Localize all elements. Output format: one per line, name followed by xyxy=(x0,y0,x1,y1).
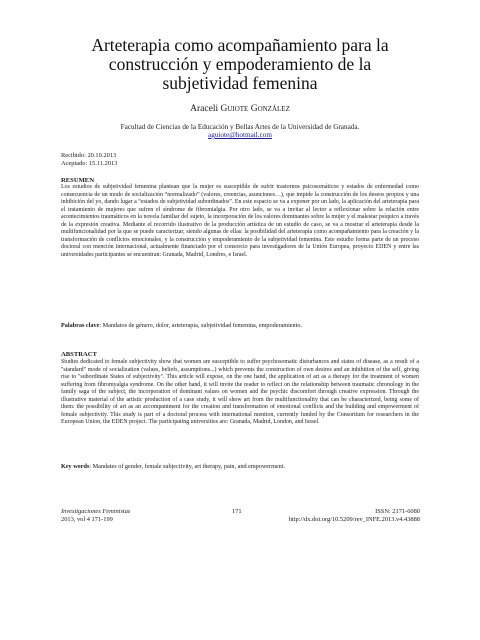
resumen-text: Los estudios de subjetividad femenina plantean que la mujer es susceptible de sufrir trastornos psicosomáticos y estados de enfermedad como consecuencia de un modo de socialización “normalizado” (valores, creencias, asunciones…), que impide la construcción de los deseos propios y una inhibición del yo, dando lugar a “estados de subjetividad subordinados”. En este espacio se va a exponer por un lado, la aplicación del arteterapia para el tratamiento de mujeres que sufren el síndrome de fibromialgia. Por otro lado, se va a invitar al lector a reflexionar sobre la relación entre acontecimientos traumáticos en la novela familiar del sujeto, la incorporación de los valores dominantes sobre la mujer y el malestar psíquico a través de la expresión creativa. Mediante el recorrido ilustrativo de la producción artística de un estudio de caso, se va a mostrar el arteterapia desde la multifuncionalidad por la que se puede caracterizar, siendo algunas de ellas: la posibilidad del arteterapia como acompañamiento para la creación y la transformación de conflictos emocionales, y la construcción y empoderamiento de la subjetividad femenina. Este estudio forma parte de un proceso doctoral con mención internacional, actualmente financiado por el consorcio para investigadores de la Unión Europea, proyecto EDEN y entre las universidades participantes se encuentran: Granada, Madrid, Londres, e Israel. xyxy=(61,184,419,258)
author-first-name: Araceli xyxy=(190,104,219,114)
author-last-name: Guiote González xyxy=(220,104,290,114)
author-email-link[interactable]: aguiote@hotmail.com xyxy=(208,131,272,139)
abstract-text: Studies dedicated to female subjectivity show that women are susceptible to suffer psychosomatic disturbances and states of disease, as a result of a "standard" mode of socialization (values, beliefs, assumptions...) which prevents the construction of own desires and an inhibition of the self, giving rise to "subordinate States of subjectivity". This article will expose, on the one hand, the application of art as a therapy for the treatment of women suffering from fibromyalgia syndrome. On the other hand, it will invite the reader to reflect on the relationship between traumatic chronology in the family saga of the subject, the incorporation of dominant values on women and the psychic discomfort through creative expression. Through the illustrative material of the artistic production of a case study, it will show art from the multifunctionality that can be characterized, being some of them: the possibility of art as an accompaniment for the creation and transformation of emotional conflicts and the building and empowerment of female subjectivity. This study is part of a doctoral process with international mention, currently funded by the Consortium for researchers in the European Union, the EDEN project. The participating universities are: Granada, Madrid, London, and Israel. xyxy=(61,359,419,425)
footer-journal-info xyxy=(61,508,130,524)
palabras-clave-label: Palabras clave xyxy=(61,322,100,329)
palabras-clave-values: : Mandatos de género, dolor, arteterapia, subjetividad femenina, empoderamiento. xyxy=(99,322,302,329)
key-words xyxy=(61,463,419,471)
accepted-date: Aceptado: 15.11.2013 xyxy=(61,160,118,167)
key-words-label: Key words xyxy=(61,463,90,470)
article-dates xyxy=(61,152,117,168)
doi-link[interactable]: http://dx.doi.org/10.5209/rev_INFE.2013.v4.43888 xyxy=(288,516,420,523)
palabras-clave xyxy=(61,322,419,330)
author-affiliation: Facultad de Ciencias de la Educación y Bellas Artes de la Universidad de Granada. xyxy=(120,123,360,131)
journal-name: Investigaciones Feministas xyxy=(61,508,131,515)
article-title: Arteterapia como acompañamiento para la construcción y empoderamiento de la subjetividad femenina xyxy=(91,35,389,93)
resumen-heading: RESUMEN xyxy=(61,177,94,184)
journal-volume: 2013, vol 4 171-199 xyxy=(61,516,113,523)
footer-identifiers xyxy=(244,508,420,524)
received-date: Recibido: 20.10.2013 xyxy=(61,152,117,159)
author-name xyxy=(80,103,400,115)
abstract-heading: ABSTRACT xyxy=(61,351,97,358)
key-words-values: : Mandates of gender, female subjectivity, art therapy, pain, and empowerment. xyxy=(89,463,286,470)
page-number: 171 xyxy=(232,508,242,515)
issn: ISSN: 2171-6080 xyxy=(375,508,420,515)
